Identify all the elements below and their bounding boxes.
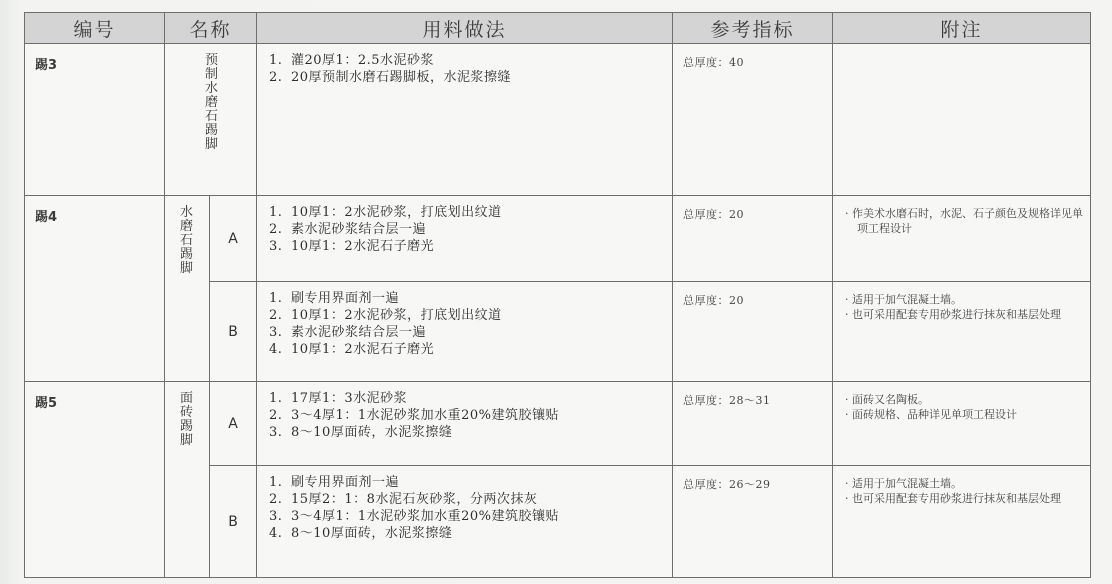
header-name: 名称 [165,13,257,44]
row-code: 踢4 [35,210,58,225]
step-item: 3. 10厚1：2水泥石子磨光 [269,239,435,254]
step-item: 1. 刷专用界面剂一遍 [269,291,400,306]
variant-label: A [210,382,257,466]
table-row [25,196,1091,282]
reference-value: 总厚度：20 [683,294,745,307]
steps-list [257,282,672,358]
header-code: 编号 [25,13,165,44]
variant-label: A [210,196,257,282]
row-code: 踢3 [35,58,58,73]
steps-list [257,196,672,255]
notes-list [833,466,1090,506]
note-item: · 也可采用配套专用砂浆进行抹灰和基层处理 [845,491,1084,506]
step-item: 2. 10厚1：2水泥砂浆，打底划出纹道 [269,308,502,323]
row-name: 水磨石踢脚 [180,205,194,276]
notes-list [833,196,1090,236]
header-reference: 参考指标 [673,13,833,44]
notes-cell [833,44,1091,196]
note-item: · 适用于加气混凝土墙。 [845,476,1084,491]
step-item: 1. 灌20厚1：2.5水泥砂浆 [269,53,435,68]
step-item: 1. 17厚1：3水泥砂浆 [269,391,408,406]
row-code: 踢5 [35,396,58,411]
variant-label: B [210,282,257,382]
step-item: 2. 素水泥砂浆结合层一遍 [269,222,427,237]
step-item: 2. 3～4厚1：1水泥砂浆加水重20%建筑胶镶贴 [269,408,559,423]
step-item: 2. 15厚2：1：8水泥石灰砂浆，分两次抹灰 [269,492,538,507]
note-item: · 也可采用配套专用砂浆进行抹灰和基层处理 [845,307,1084,322]
step-item: 4. 8～10厚面砖，水泥浆擦缝 [269,526,453,541]
table-row [25,382,1091,466]
header-notes: 附注 [833,13,1091,44]
steps-list [257,44,672,86]
header-row [25,13,1091,44]
table-row [25,44,1091,196]
step-item: 4. 10厚1：2水泥石子磨光 [269,342,435,357]
step-item: 1. 刷专用界面剂一遍 [269,475,400,490]
notes-list [833,282,1090,322]
construction-spec-table [24,12,1091,578]
step-item: 3. 8～10厚面砖，水泥浆擦缝 [269,425,453,440]
header-method: 用料做法 [257,13,673,44]
variant-label: B [210,466,257,578]
note-item: · 面砖规格、品种详见单项工程设计 [845,407,1084,422]
step-item: 1. 10厚1：2水泥砂浆，打底划出纹道 [269,205,502,220]
note-item: · 面砖又名陶板。 [845,392,1084,407]
note-item: · 适用于加气混凝土墙。 [845,292,1084,307]
row-name: 预制水磨石踢脚 [205,53,219,152]
row-name: 面砖踢脚 [180,391,194,448]
step-item: 3. 3～4厚1：1水泥砂浆加水重20%建筑胶镶贴 [269,509,559,524]
note-item: · 作美术水磨石时，水泥、石子颜色及规格详见单项工程设计 [845,206,1084,236]
reference-value: 总厚度：28～31 [683,394,771,407]
step-item: 3. 素水泥砂浆结合层一遍 [269,325,427,340]
reference-value: 总厚度：26～29 [683,478,771,491]
step-item: 2. 20厚预制水磨石踢脚板，水泥浆擦缝 [269,70,512,85]
reference-value: 总厚度：20 [683,208,745,221]
notes-list [833,382,1090,422]
steps-list [257,466,672,542]
reference-value: 总厚度：40 [683,56,745,69]
steps-list [257,382,672,441]
